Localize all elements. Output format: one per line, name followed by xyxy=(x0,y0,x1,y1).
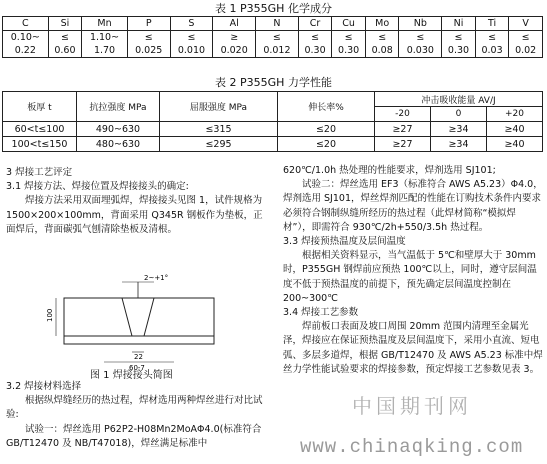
weld-joint-diagram xyxy=(34,274,234,374)
table-header-cell: 板厚 t xyxy=(3,92,77,122)
table-header-cell: Cr xyxy=(298,17,332,31)
table-header-cell: 冲击吸收能量 AV/J xyxy=(375,92,543,107)
table-header-cell: 伸长率% xyxy=(278,92,375,122)
table-header-cell: Si xyxy=(48,17,82,31)
table-cell: 1.10~ xyxy=(82,31,128,45)
table-header-cell: 0 xyxy=(430,107,486,122)
table-row xyxy=(3,31,543,45)
table-cell: 480~630 xyxy=(77,137,160,152)
table-header-cell: S xyxy=(170,17,213,31)
table-row xyxy=(3,137,543,152)
mechanical-properties-table xyxy=(2,91,543,152)
table-cell: 0.30 xyxy=(332,44,366,58)
table-cell: ≤ xyxy=(475,31,509,45)
table-cell: ≥27 xyxy=(375,122,431,137)
table-cell: ≥34 xyxy=(430,137,486,152)
table-header-cell: Mo xyxy=(365,17,399,31)
table-cell: ≤20 xyxy=(278,137,375,152)
table-cell: 0.22 xyxy=(3,44,49,58)
watermark: www.chinaqking.com xyxy=(300,436,524,458)
table-header-cell: +20 xyxy=(486,107,542,122)
table-cell: 60<t≤100 xyxy=(3,122,77,137)
table-row xyxy=(3,122,543,137)
table-header-cell: 抗拉强度 MPa xyxy=(77,92,160,122)
table1-caption: 表 1 P355GH 化学成分 xyxy=(215,2,332,15)
table-cell: ≤ xyxy=(170,31,213,45)
weld-joint-figure xyxy=(34,274,234,374)
table-cell: ≤315 xyxy=(160,122,278,137)
section-heading: 3.3 焊接预热温度及层间温度 xyxy=(283,236,406,248)
table-cell: 0.30 xyxy=(442,44,476,58)
table-cell: ≤ xyxy=(365,31,399,45)
table-cell: 100<t≤150 xyxy=(3,137,77,152)
paragraph: 根据相关资料显示，当气温低于 5℃和壁厚大于 30mm 时，P355GH 钢焊前应预热 100℃以上，同时，遵守层间温度不低于预热温度的前提下，预先确定层间温度控制在 200~300℃ xyxy=(283,250,537,304)
table-cell: ≤20 xyxy=(278,122,375,137)
table-header-cell: V xyxy=(509,17,543,31)
section-heading: 3.4 焊接工艺参数 xyxy=(283,307,359,319)
chemical-composition-table xyxy=(2,16,543,58)
table-cell: ≥40 xyxy=(486,122,542,137)
table-header-cell: Ti xyxy=(475,17,509,31)
section-heading: 3 焊接工艺评定 xyxy=(6,167,73,178)
paragraph: 焊前板口表面及坡口周围 20mm 范围内清理至金属光泽，焊接应在保证预热温度及层间温度下，采用小直流、短电弧、多层多道焊，根据 GB/T12470 及 AWS A5.23 标准中焊丝力学性能试验要求的焊接参数，预定焊接工艺参数见表 3。 xyxy=(283,321,543,375)
paragraph: 试验二：焊丝选用 EF3（标准符合 AWS A5.23）Φ4.0，焊剂选用 SJ101，焊丝焊剂匹配的性能在订购技术条件内要求必须符合钢制纵缝所经历的热过程（此焊材简称“模拟焊材”），即需符合 930℃/2h+550/3.5h 热过程。 xyxy=(283,179,543,233)
table-row xyxy=(3,92,543,107)
table-header-cell: Cu xyxy=(332,17,366,31)
table-cell: ≤ xyxy=(332,31,366,45)
dimension-label: 22 xyxy=(134,353,143,361)
table-header-cell: -20 xyxy=(375,107,431,122)
table-row xyxy=(3,44,543,58)
paragraph: 试验一：焊丝选用 P62P2-H08Mn2MoAΦ4.0(标准符合 GB/T12470 及 NB/T47018)，焊丝满足标准中 xyxy=(6,423,262,449)
table-cell: 0.02 xyxy=(509,44,543,58)
table-header-cell: N xyxy=(256,17,299,31)
table-cell: ≤ xyxy=(509,31,543,45)
table-cell: 1.70 xyxy=(82,44,128,58)
table-cell: 0.60 xyxy=(48,44,82,58)
table-header-cell: P xyxy=(127,17,170,31)
table-cell: ≤ xyxy=(399,31,442,45)
right-column xyxy=(283,164,543,377)
dimension-label: 60-7 xyxy=(129,364,145,372)
table-cell: 0.30 xyxy=(298,44,332,58)
table2-caption: 表 2 P355GH 力学性能 xyxy=(215,76,332,89)
table-cell: ≥40 xyxy=(486,137,542,152)
table-cell: ≤295 xyxy=(160,137,278,152)
table-cell: ≤ xyxy=(127,31,170,45)
table-cell: 0.020 xyxy=(213,44,256,58)
table-cell: 0.012 xyxy=(256,44,299,58)
table-header-cell: 屈服强度 MPa xyxy=(160,92,278,122)
table-header-cell: Mn xyxy=(82,17,128,31)
table-header-cell: C xyxy=(3,17,49,31)
watermark-cn: 中国期刊网 xyxy=(352,394,472,418)
table-cell: ≥27 xyxy=(375,137,431,152)
table-cell: ≤ xyxy=(48,31,82,45)
table-cell: 0.025 xyxy=(127,44,170,58)
table-row xyxy=(3,17,543,31)
table-header-cell: Al xyxy=(213,17,256,31)
table-cell: ≤ xyxy=(442,31,476,45)
table-cell: ≥34 xyxy=(430,122,486,137)
left-column xyxy=(6,166,272,237)
figure-caption: 图 1 焊接接头简图 xyxy=(90,370,173,381)
dimension-label: 2~+1° xyxy=(144,274,169,282)
paragraph: 620℃/1.0h 热处理的性能要求，焊剂选用 SJ101; xyxy=(283,165,496,176)
section-heading: 3.2 焊接材料选择 xyxy=(6,381,82,392)
table-cell: ≥ xyxy=(213,31,256,45)
table-cell: ≤ xyxy=(256,31,299,45)
table-header-cell: Nb xyxy=(399,17,442,31)
table-cell: 0.030 xyxy=(399,44,442,58)
table-header-cell: Ni xyxy=(442,17,476,31)
paragraph: 焊接方法采用双面埋弧焊，焊接接头见图 1，试件规格为 1500×200×100mm，背面采用 Q345R 钢板作为垫板，正面焊后，背面碳弧气刨清除垫板及清根。 xyxy=(6,195,263,235)
table-cell: 0.08 xyxy=(365,44,399,58)
table-cell: 0.03 xyxy=(475,44,509,58)
table-cell: 0.010 xyxy=(170,44,213,58)
table-cell: 0.10~ xyxy=(3,31,49,45)
table-cell: 490~630 xyxy=(77,122,160,137)
section-heading: 3.1 焊接方法、焊接位置及焊接接头的确定: xyxy=(6,181,189,193)
left-column-lower xyxy=(6,380,272,451)
dimension-label: 100 xyxy=(46,308,54,322)
table-cell: ≤ xyxy=(298,31,332,45)
paragraph: 根据纵焊缝经历的热过程，焊材选用两种焊丝进行对比试验: xyxy=(6,395,263,421)
